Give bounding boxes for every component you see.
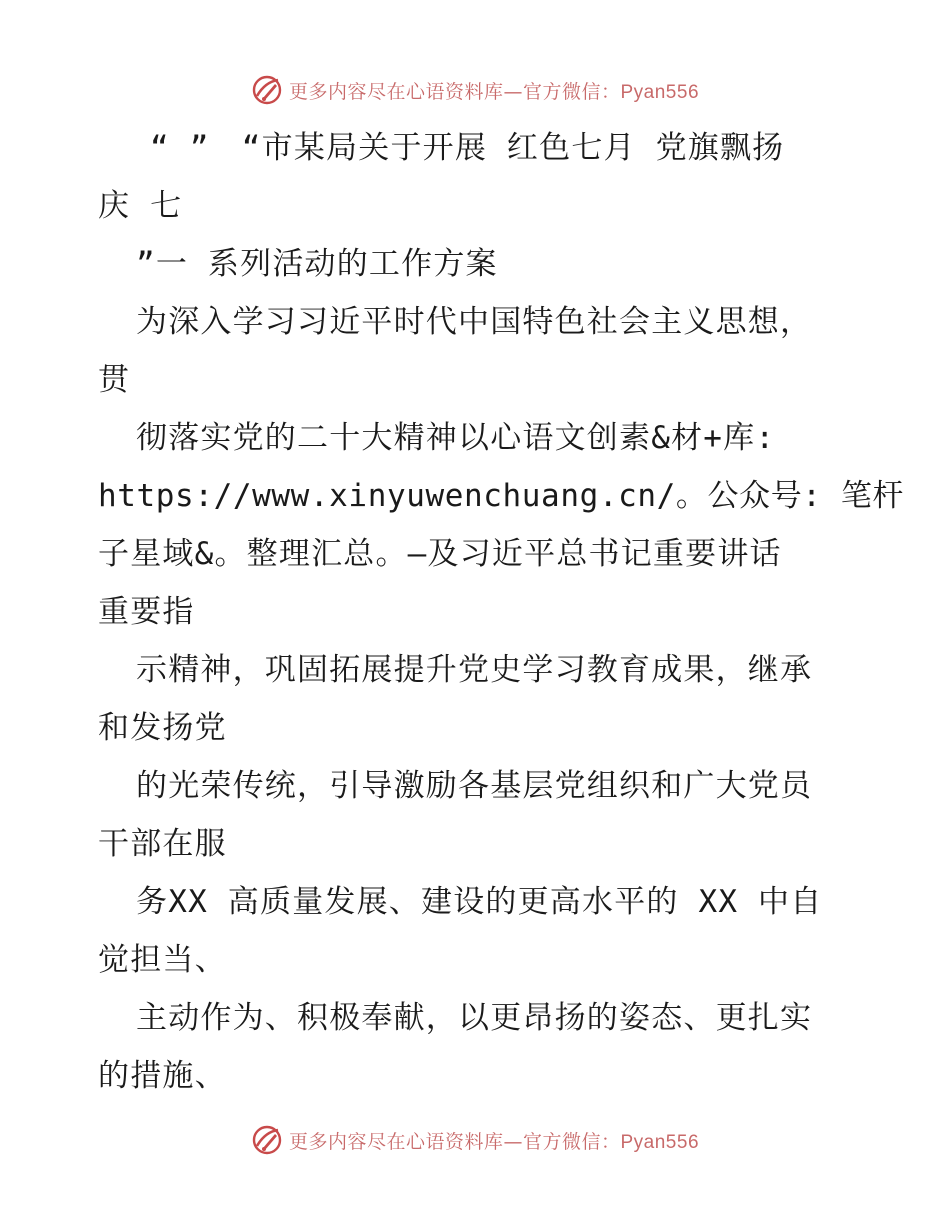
text-line: https://www.xinyuwenchuang.cn/。公众号: 笔杆 <box>98 478 905 514</box>
text-line: 示精神，巩固拓展提升党史学习教育成果，继承 <box>136 652 813 688</box>
text-line: 为深入学习习近平时代中国特色社会主义思想， <box>136 304 813 340</box>
text-line: 干部在服 <box>98 826 227 862</box>
text-line: 彻落实党的二十大精神以心语文创素&材+库: <box>136 420 776 456</box>
text-line: 的措施、 <box>98 1058 227 1094</box>
text-line: 务XX 高质量发展、建设的更高水平的 XX 中自 <box>136 884 823 920</box>
text-line: 和发扬党 <box>98 710 227 746</box>
watermark-header <box>0 72 950 108</box>
text-line: 庆 七 <box>98 188 183 224</box>
watermark-text: 更多内容尽在心语资料库—官方微信： <box>288 80 621 103</box>
watermark-text: 更多内容尽在心语资料库—官方微信： <box>288 1130 621 1153</box>
text-line: “ ” “市某局关于开展 红色七月 党旗飘扬 <box>150 130 785 166</box>
watermark-wechat-id: Pyan556 <box>620 1131 700 1153</box>
text-line: ”一 系列活动的工作方案 <box>136 246 498 282</box>
watermark-footer <box>0 1122 950 1158</box>
text-line: 重要指 <box>98 594 195 630</box>
text-line: 主动作为、积极奉献，以更昂扬的姿态、更扎实 <box>136 1000 813 1036</box>
watermark-wechat-id: Pyan556 <box>620 81 700 103</box>
text-line: 的光荣传统，引导激励各基层党组织和广大党员 <box>136 768 813 804</box>
text-line: 贯 <box>98 362 131 398</box>
pen-logo-icon <box>251 1124 283 1156</box>
text-line: 子星域&。整理汇总。—及习近平总书记重要讲话 <box>98 536 782 572</box>
pen-logo-icon <box>251 74 283 106</box>
text-line: 觉担当、 <box>98 942 227 978</box>
